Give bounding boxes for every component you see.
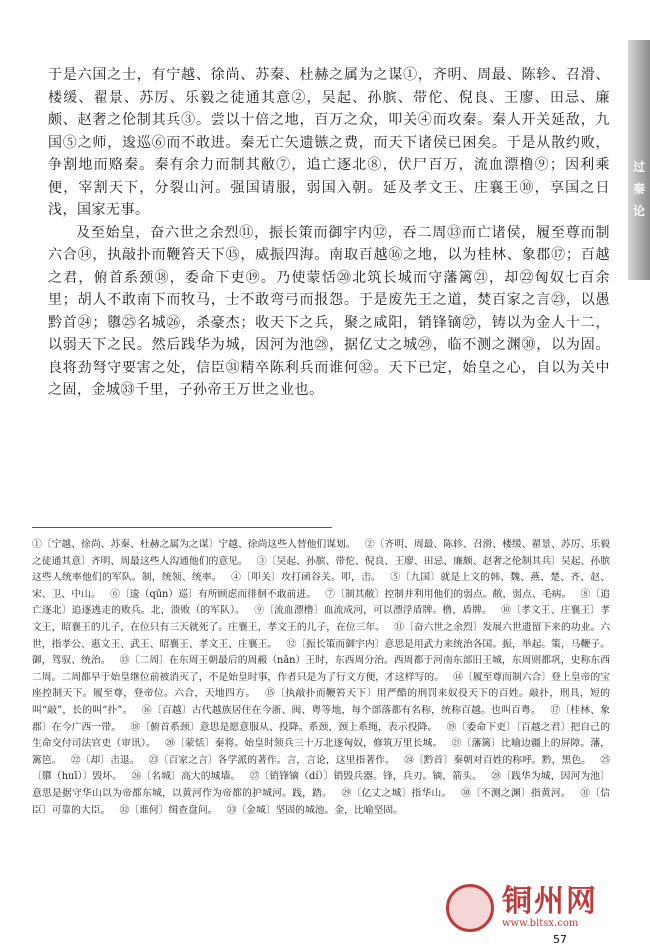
logo-name: 铜州网 (502, 884, 598, 919)
footnote-item: ①〔宁越、徐尚、苏秦、杜赫之属为之谋〕宁越、徐尚这些人替他们谋划。 (32, 539, 356, 550)
footnote-divider (32, 527, 332, 528)
footnote-item: ㉚〔不测之渊〕指黄河。 (460, 787, 571, 799)
footnote-item: ⑰〔桂林、象郡〕在今广西一带。 (32, 704, 610, 733)
footnote-item: ㉖〔名城〕高大的城墙。 (131, 771, 241, 783)
footnote-item: ⑳〔蒙恬〕秦将。始皇时领兵三十万北逐匈奴，修筑万里长城。 (165, 738, 443, 750)
footnote-item: ㉝〔金城〕坚固的城池。金，比喻坚固。 (226, 804, 403, 816)
footnote-item: ㉑〔藩篱〕比喻边疆上的屏障。藩，篱笆。 (32, 738, 611, 766)
footnote-item: ⑯〔百越〕古代越族居住在今浙、闽、粤等地，每个部落都有名称，统称百越。也叫百粤。 (141, 704, 542, 716)
footnote-item: ⑱〔俯首系颈〕意思是愿意服从、投降。系颈，颈上系绳，表示投降。 (130, 721, 438, 733)
footnote-item: ㉙〔亿丈之城〕指华山。 (341, 787, 452, 799)
footnote-item: ㉒〔却〕击退。 (70, 754, 140, 766)
footnote-item: ⑫〔振长策而御宇内〕意思是用武力来统治各国。振，举起。策，马鞭子。御，驾驭、统治。 (32, 638, 611, 667)
footnote-item: ②〔齐明、周最、陈轸、召滑、楼缓、翟景、苏厉、乐毅之徒通其意〕齐明、周最这些人沟通他们的意见。 (32, 539, 611, 567)
paragraph-2: 及至始皇，奋六世之余烈⑪，振长策而御宇内⑫，吞二周⑬而亡诸侯，履至尊而制六合⑭，执敲扑而鞭笞天下⑮，威振四海。南取百越⑯之地，以为桂林、象郡⑰；百越之君，俯首系颈⑱，委命下吏⑲。乃使蒙恬⑳北筑长城而守藩篱㉑，却㉒匈奴七百余里；胡人不敢南下而牧马，士不敢弯弓而报怨。于是废先王之道，焚百家之言㉓，以愚黔首㉔；隳㉕名城㉖，杀豪杰；收天下之兵，聚之咸阳，销锋镝㉗，铸以为金人十二，以弱天下之民。然后践华为城，因河为池㉘，据亿丈之城㉙，临不测之渊㉚，以为固。良将劲弩守要害之处，信臣㉛精卒陈利兵而谁何㉜。天下已定，始皇之心，自以为关中之固，金城㉝千里，子孙帝王万世之业也。 (48, 224, 610, 398)
footnote-item: ⑩〔孝文王、庄襄王〕孝文王，昭襄王的儿子，在位只有三天就死了。庄襄王，孝文王的儿子，在位三年。 (32, 605, 611, 633)
page-edge-tab (628, 40, 650, 280)
paragraph-1: 于是六国之士，有宁越、徐尚、苏秦、杜赫之属为之谋①，齐明、周最、陈轸、召滑、楼缓、翟景、苏厉、乐毅之徒通其意②，吴起、孙膑、带佗、倪良、王廖、田忌、廉颇、赵奢之伦制其兵③。尝以十倍之地，百万之众，叩关④而攻秦。秦人开关延敌，九国⑤之师，逡巡⑥而不敢进。秦无亡矢遗镞之费，而天下诸侯已困矣。于是从散约败，争割地而赂秦。秦有余力而制其敝⑦，追亡逐北⑧，伏尸百万，流血漂橹⑨；因利乘便，宰割天下，分裂山河。强国请服，弱国入朝。延及孝文王、庄襄王⑩，享国之日浅，国家无事。 (48, 67, 610, 218)
footnote-item: ㉗〔销锋镝（dí）〕销毁兵器。锋，兵刃。镝，箭头。 (249, 771, 483, 783)
footnote-item: ㉜〔谁何〕缉查盘问。 (119, 804, 218, 816)
edge-char-3: 论 (632, 204, 645, 218)
footnote-item: ⑲〔委命下吏〕〔百越之君〕把自己的生命交付司法官吏（审讯）。 (32, 721, 611, 750)
footnotes (32, 537, 610, 819)
footnote-item: ㉘〔践华为城，因河为池〕意思是据守华山以为帝都东城，以黄河作为帝都的护城河。践，踏。 (32, 771, 611, 799)
footnote-item: ㉕〔隳（huī）〕毁坏。 (32, 754, 611, 783)
edge-char-2: 秦 (632, 182, 645, 196)
watermark-logo (446, 882, 636, 934)
footnote-item: ⑨〔流血漂橹〕血流成河，可以漂浮盾牌。橹，盾牌。 (254, 605, 492, 617)
main-text (48, 64, 610, 402)
footnote-item: ⑦〔制其敝〕控制并利用他们的弱点。敝，弱点、毛病。 (325, 588, 572, 600)
footnote-item: ⑥〔逡（qūn）巡〕有所顾虑而徘徊不敢前进。 (110, 588, 317, 600)
seal-icon (446, 884, 494, 932)
footnote-item: ③〔吴起、孙膑、带佗、倪良、王廖、田忌、廉颇、赵奢之伦制其兵〕吴起、孙膑这些人统率他们的军队。制，统领、统率。 (32, 555, 611, 584)
footnote-item: ④〔叩关〕攻打函谷关。叩，击。 (231, 572, 382, 584)
footnote-item: ⑪〔奋六世之余烈〕发展六世遗留下来的功业。六世，指孝公、惠文王、武王、昭襄王、孝文王、庄襄王。 (32, 621, 611, 650)
footnote-item: ⑧〔追亡逐北〕追逐逃走的败兵。北，溃败（的军队）。 (32, 588, 611, 617)
footnote-item: ㉓〔百家之言〕各学派的著作。言，言论，这里指著作。 (148, 754, 395, 766)
page-number: 57 (553, 933, 567, 946)
edge-char-1: 过 (632, 160, 645, 174)
logo-url: www.bltsx.com (502, 918, 579, 929)
footnote-item: ㉔〔黔首〕秦朝对百姓的称呼。黔，黑色。 (404, 754, 592, 766)
footnote-item: ⑤〔九国〕就是上文的韩、魏、燕、楚、齐、赵、宋、卫、中山。 (32, 572, 611, 600)
footnote-item: ⑬〔二周〕在东周王朝最后的周赧（nǎn）王时，东西周分治。西周都于河南东部旧王城，东周则都巩，史称东西二周。二周都早于始皇继位前被消灭了，不是始皇时事，作者只是为了行文方便，才这样写的。 (32, 655, 610, 683)
footnote-item: ⑮〔执敲扑而鞭笞天下〕用严酷的刑罚来奴役天下的百姓。敲扑，刑具，短的叫“敲”，长的叫“扑”。 (32, 688, 611, 716)
footnote-item: ㉛〔信臣〕可靠的大臣。 (32, 787, 611, 816)
footnote-item: ⑭〔履至尊而制六合〕登上皇帝的宝座控制天下。履至尊，登帝位。六合，天地四方。 (32, 671, 611, 700)
